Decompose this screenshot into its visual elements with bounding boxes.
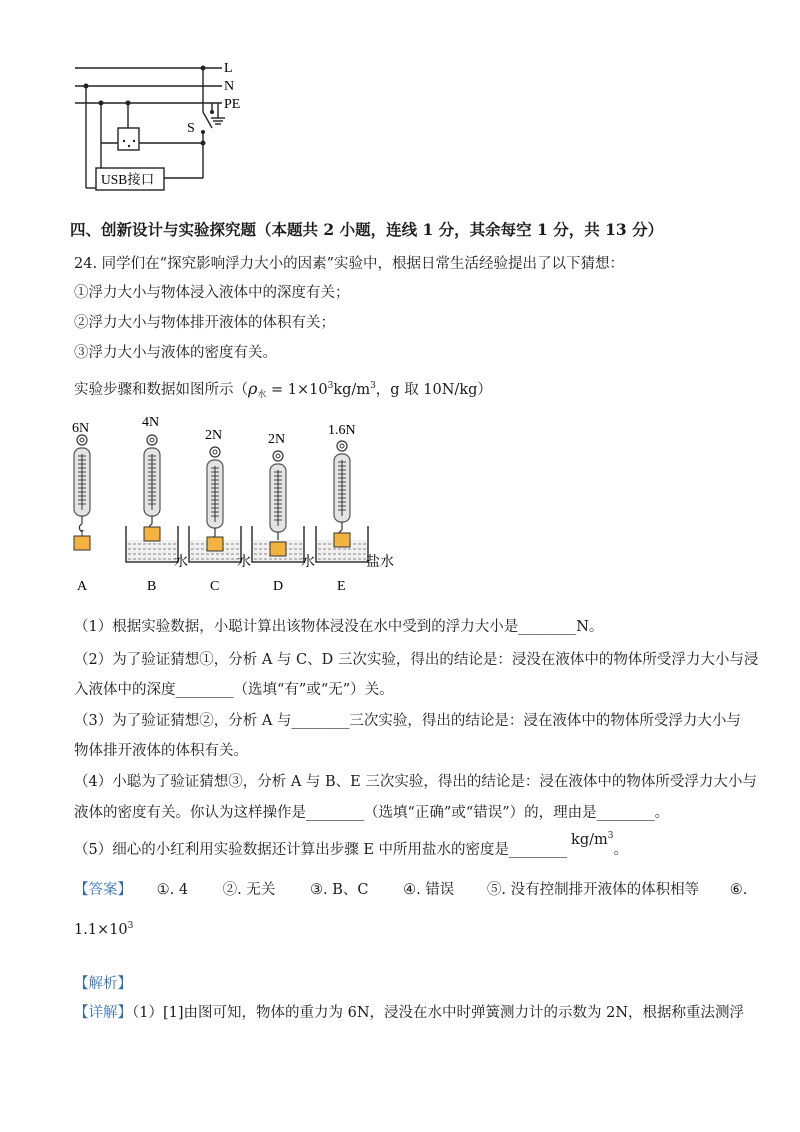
step-label-b: B	[147, 579, 157, 594]
line-pe-label: PE	[224, 97, 241, 112]
answer-item-3: ③. B、C	[310, 882, 369, 898]
step-label-d: D	[273, 579, 284, 594]
sub-question-4-line-1: （4）小聪为了验证猜想③，分析 A 与 B、E 三次实验，得出的结论是：浸在液体中的物体所受浮力大小与	[74, 774, 757, 790]
rho-unit: kg/m	[333, 382, 371, 398]
liquid-label-b: 水	[174, 555, 188, 570]
answer-last-exponent: 3	[127, 921, 134, 931]
guess-3: ③浮力大小与液体的密度有关。	[74, 345, 277, 361]
liquid-label-d: 水	[301, 555, 315, 570]
line-n-label: N	[224, 79, 235, 94]
answer-item-1: ①. 4	[156, 882, 189, 898]
step-label-c: C	[210, 579, 220, 594]
answer-item-6: ⑥.	[729, 882, 748, 898]
analysis-tag: 【解析】	[74, 976, 132, 992]
answer-item-5: ⑤. 没有控制排开液体的体积相等	[486, 882, 700, 898]
step-label-e: E	[337, 579, 346, 594]
steps-g: ，g 取 10N/kg）	[375, 382, 492, 398]
spring-scale-figure	[60, 410, 420, 600]
line-l-label: L	[224, 61, 233, 76]
reading-c: 2N	[205, 428, 223, 443]
q5-end: 。	[613, 842, 628, 858]
sub-question-2-line-2: 入液体中的深度________（选填“有”或“无”）关。	[74, 682, 394, 698]
rho-unit-exponent: 3	[370, 381, 376, 391]
rho-exponent: 3	[327, 381, 334, 391]
answer-tag: 【答案】	[74, 882, 132, 898]
sub-question-5-text: （5）细心的小红利用实验数据还计算出步骤 E 中所用盐水的密度是________	[74, 842, 568, 858]
circuit-diagram	[0, 0, 300, 200]
reading-a: 6N	[72, 421, 90, 436]
rho-subscript: 水	[257, 390, 267, 400]
answer-item-2: ②. 无关	[222, 882, 276, 898]
answer-item-4: ④. 错误	[403, 882, 455, 898]
guess-1: ①浮力大小与物体浸入液体中的深度有关；	[74, 285, 350, 301]
switch-label: S	[187, 121, 195, 136]
section-heading: 四、创新设计与实验探究题（本题共 2 小题，连线 1 分，其余每空 1 分，共 13 分）	[70, 220, 664, 239]
q5-unit-exponent: 3	[607, 831, 614, 841]
steps-line	[74, 378, 492, 400]
reading-d: 2N	[268, 432, 286, 447]
step-label-a: A	[77, 579, 88, 594]
sub-question-4-line-2: 液体的密度有关。你认为这样操作是________（选填“正确”或“错误”）的，理由是________。	[74, 805, 670, 821]
liquid-label-e: 盐水	[366, 555, 394, 570]
sub-question-5	[74, 831, 628, 859]
detail-text: （1）[1]由图可知，物体的重力为 6N，浸没在水中时弹簧测力计的示数为 2N，根据称重法测浮	[132, 1005, 745, 1021]
sub-question-1: （1）根据实验数据，小聪计算出该物体浸没在水中受到的浮力大小是________N。	[74, 619, 604, 635]
answer-last-base: 1.1×10	[74, 922, 128, 938]
question-intro: 24. 同学们在“探究影响浮力大小的因素”实验中，根据日常生活经验提出了以下猜想：	[74, 256, 624, 272]
reading-b: 4N	[142, 415, 160, 430]
q5-unit-text: kg/m	[571, 832, 608, 848]
rho-symbol: ρ	[248, 379, 258, 398]
rho-value: = 1×10	[266, 382, 328, 398]
answer-last-value	[74, 921, 133, 938]
detail-line	[74, 1001, 744, 1022]
reading-e: 1.6N	[328, 423, 356, 438]
guess-2: ②浮力大小与物体排开液体的体积有关；	[74, 315, 335, 331]
sub-question-3-line-2: 物体排开液体的体积有关。	[74, 743, 248, 759]
detail-tag: 【详解】	[74, 1005, 132, 1021]
sub-question-3-line-1: （3）为了验证猜想②，分析 A 与________三次实验，得出的结论是：浸在液体中的物体所受浮力大小与	[74, 713, 741, 729]
q5-unit	[571, 831, 613, 848]
sub-question-2-line-1: （2）为了验证猜想①，分析 A 与 C、D 三次实验，得出的结论是：浸没在液体中的物体所受浮力大小与浸	[74, 652, 759, 668]
usb-label: USB接口	[101, 172, 155, 187]
steps-prefix: 实验步骤和数据如图所示（	[74, 382, 248, 398]
liquid-label-c: 水	[237, 555, 251, 570]
answer-line	[74, 878, 748, 899]
